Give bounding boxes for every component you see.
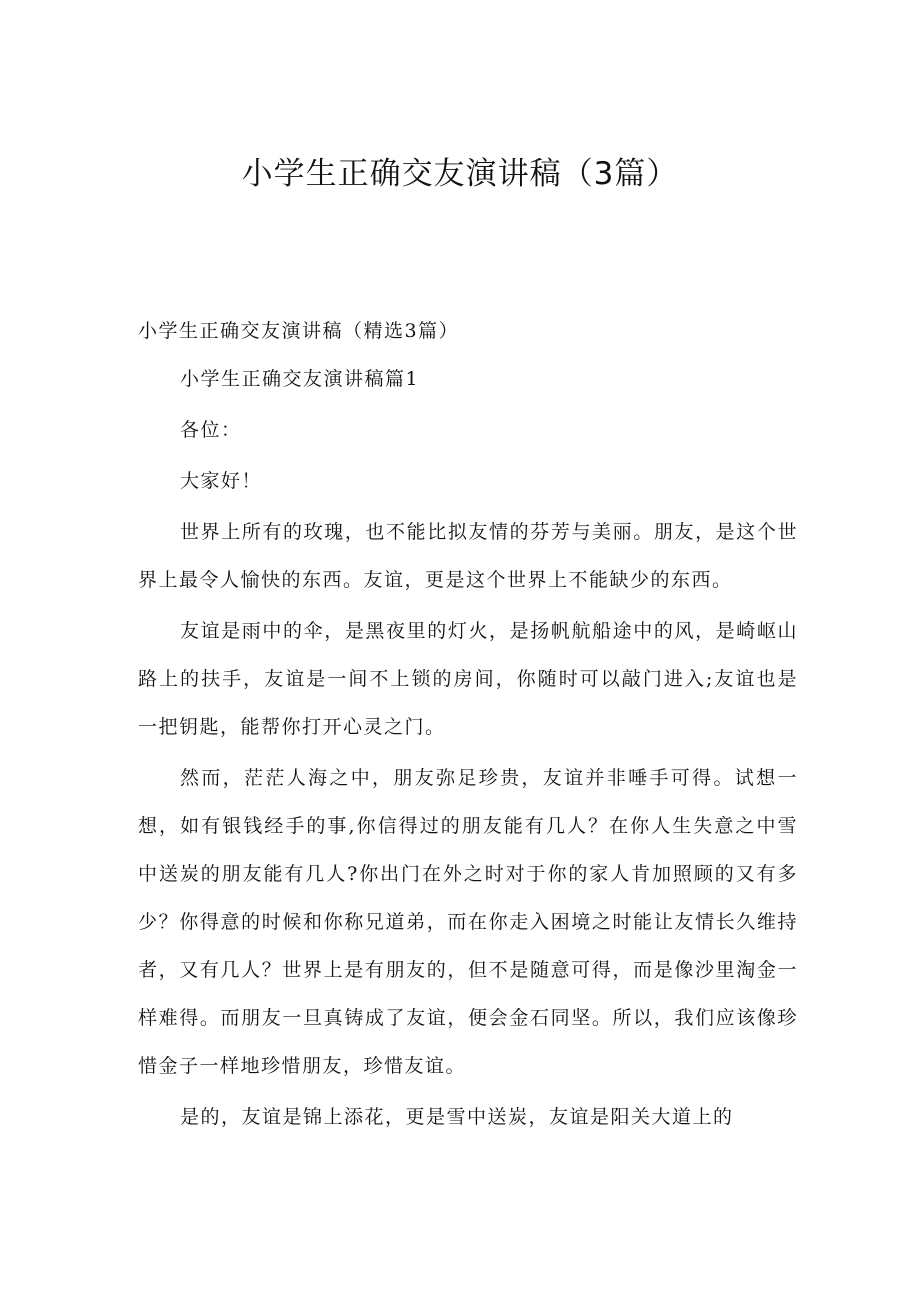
body-paragraph: 友谊是雨中的伞，是黑夜里的灯火，是扬帆航船途中的风，是崎岖山路上的扶手，友谊是一间不上锁的房间，你随时可以敲门进入;友谊也是一把钥匙，能帮你打开心灵之门。 (138, 620, 798, 738)
body-paragraph: 世界上所有的玫瑰，也不能比拟友情的芬芳与美丽。朋友，是这个世界上最令人愉快的东西。友谊，更是这个世界上不能缺少的东西。 (138, 521, 798, 591)
greeting: 大家好！ (180, 470, 263, 492)
document-subtitle: 小学生正确交友演讲稿（精选3篇） (138, 320, 460, 342)
salutation: 各位： (180, 419, 242, 441)
document-body (138, 307, 798, 1144)
body-paragraph: 是的，友谊是锦上添花，更是雪中送炭，友谊是阳关大道上的 (180, 1106, 734, 1128)
body-paragraph: 然而，茫茫人海之中，朋友弥足珍贵，友谊并非唾手可得。试想一想，如有银钱经手的事,你信得过的朋友能有几人？在你人生失意之中雪中送炭的朋友能有几人?你出门在外之时对于你的家人肯加照顾的又有多少？你得意的时候和你称兄道弟，而在你走入困境之时能让友情长久维持者，又有几人？世界上是有朋友的，但不是随意可得，而是像沙里淘金一样难得。而朋友一旦真铸成了友谊，便会金石同坚。所以，我们应该像珍惜金子一样地珍惜朋友，珍惜友谊。 (138, 767, 798, 1077)
document-title: 小学生正确交友演讲稿（3篇） (241, 156, 679, 192)
section-heading: 小学生正确交友演讲稿篇1 (180, 368, 420, 390)
